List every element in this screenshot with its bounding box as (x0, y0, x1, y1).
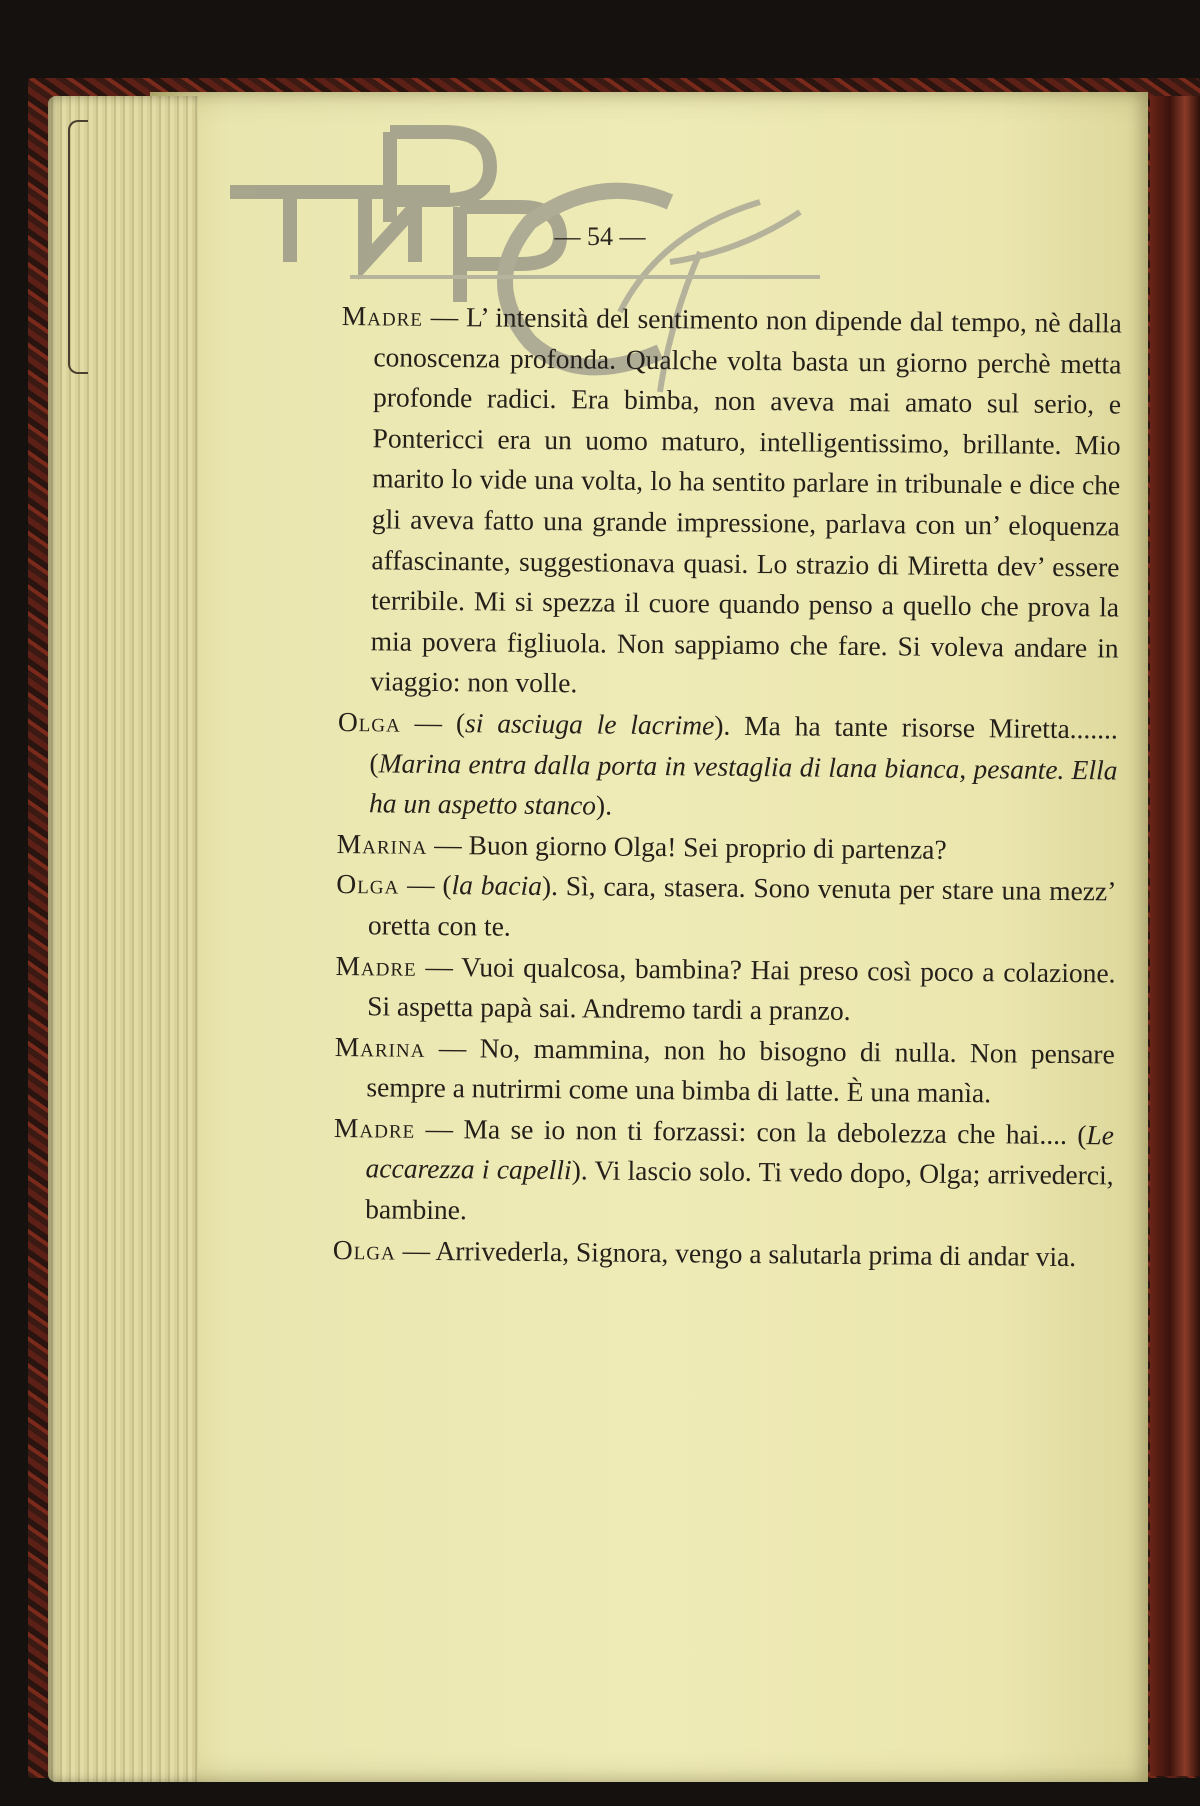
dialogue-text: ( (455, 707, 466, 739)
dialogue-text: ). Ma ha tante risorse Miretta....... ( (369, 709, 1119, 778)
dialogue-text: ). Sì, cara, stasera. Sono venuta per stare una mezz’ oretta con te. (367, 870, 1117, 942)
play-dialogue (333, 296, 1122, 1278)
dialogue-turn (336, 864, 1117, 953)
speaker-name: Madre (333, 1111, 416, 1144)
dialogue-text: Ma se io non ti forzassi: con la debolezza che hai.... ( (463, 1113, 1087, 1151)
dialogue-dash: — (400, 706, 457, 739)
dialogue-dash: — (399, 868, 443, 901)
dialogue-dash: — (422, 300, 467, 333)
dialogue-dash: — (415, 1112, 464, 1145)
dialogue-text: ). Vi lascio solo. Ti vedo dopo, Olga; arrivederci, bambine. (365, 1154, 1114, 1226)
speaker-name: Olga (337, 705, 401, 738)
speaker-name: Olga (336, 868, 400, 900)
stage-direction: Marina entra dalla porta in vestaglia di lana bianca, pesante. Ella ha un aspetto stanco (368, 746, 1118, 821)
dialogue-dash: — (416, 950, 462, 982)
stage-direction: Le accarezza i capelli (365, 1119, 1115, 1186)
dialogue-turn (333, 1108, 1114, 1237)
speaker-name: Marina (334, 1030, 426, 1063)
speaker-name: Marina (336, 827, 428, 860)
dialogue-turn (334, 1027, 1115, 1116)
dialogue-text: ). (595, 789, 613, 821)
dialogue-turn (335, 945, 1116, 1034)
dialogue-text: L’ intensità del sentimento non dipende dal tempo, nè dalla conoscenza profonda. Qualche volta basta un giorno perchè metta profonde radici. Era bimba, non aveva mai amato sul serio, e Pontericci era un uomo maturo, intelligentissimo, brillante. Mio marito lo vide una volta, lo ha sentito parlare in tribunale e dice che gli aveva fatto una grande impressione, parlava con un’ eloquenza affascinante, suggestionava quasi. Lo strazio di Miretta dev’ essere terribile. Mi si spezza il cuore quando penso a quello che prova la mia povera figliuola. Non sappiamo che fare. Si voleva andare in viaggio: non volle. (370, 301, 1122, 699)
stage-direction: la bacia (451, 869, 543, 902)
page-number: — 54 — (554, 222, 646, 251)
dialogue-dash: — (427, 828, 469, 860)
stage-direction: si asciuga le lacrime (464, 707, 715, 741)
next-page-edge (1150, 96, 1200, 1776)
dialogue-turn (333, 1230, 1113, 1278)
dialogue-text: Arrivederla, Signora, vengo a salutarla prima di andar via. (435, 1234, 1077, 1272)
dialogue-text: Vuoi qualcosa, bambina? Hai preso così poco a colazione. Si aspetta papà sai. Andremo tardi a pranzo. (367, 950, 1116, 1027)
dialogue-text: No, mammina, non ho bisogno di nulla. Non pensare sempre a nutrirmi come una bimba di latte. È una manìa. (366, 1032, 1115, 1109)
speaker-name: Madre (335, 949, 417, 982)
speaker-name: Olga (332, 1233, 396, 1266)
dialogue-dash: — (425, 1031, 480, 1064)
dialogue-turn (338, 296, 1122, 709)
watermark-text: TNBPCF (200, 99, 261, 116)
dialogue-text: Buon giorno Olga! Sei proprio di partenza? (468, 828, 947, 865)
dialogue-dash: — (395, 1234, 436, 1266)
dialogue-text: ( (442, 869, 452, 901)
speaker-name: Madre (341, 299, 424, 332)
dialogue-turn (337, 702, 1118, 831)
